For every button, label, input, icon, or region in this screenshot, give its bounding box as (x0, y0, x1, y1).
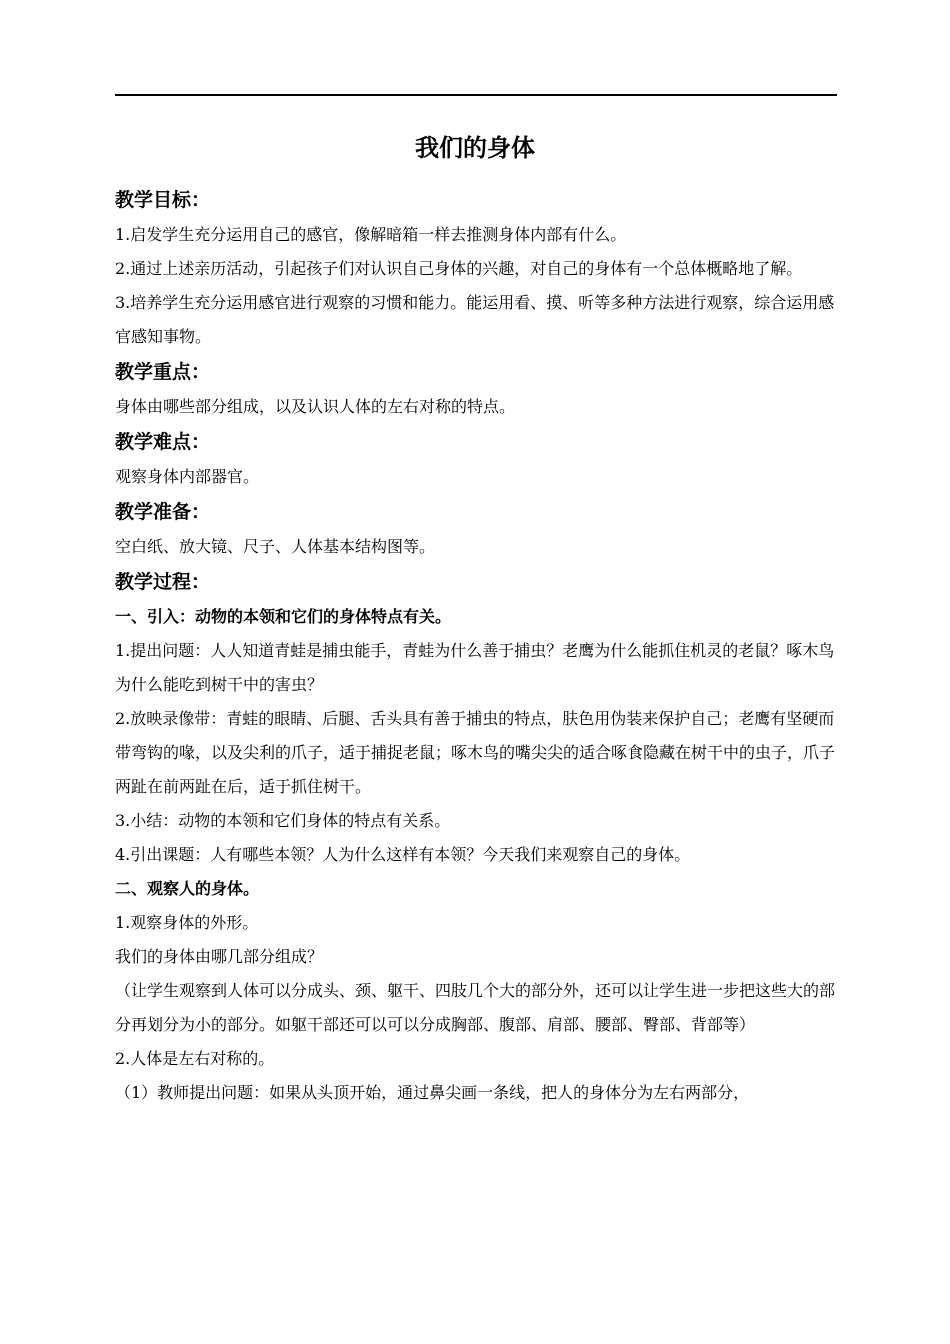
paragraph: 2.人体是左右对称的。 (115, 1049, 275, 1068)
paragraph: 3.培养学生充分运用感官进行观察的习惯和能力。能运用看、摸、听等多种方法进行观察，综合运用感官感知事物。 (115, 293, 835, 346)
section-heading-objectives: 教学目标： (115, 189, 211, 211)
subsection-heading-intro: 一、引入：动物的本领和它们的身体特点有关。 (115, 607, 452, 626)
paragraph: 1.提出问题：人人知道青蛙是捕虫能手，青蛙为什么善于捕虫？老鹰为什么能抓住机灵的老鼠？啄木鸟为什么能吃到树干中的害虫？ (115, 641, 835, 694)
paragraph: 1.观察身体的外形。 (115, 913, 259, 932)
page-title: 我们的身体 (415, 134, 535, 162)
paragraph: 1.启发学生充分运用自己的感官，像解暗箱一样去推测身体内部有什么。 (115, 225, 627, 244)
paragraph: 3.小结：动物的本领和它们身体的特点有关系。 (115, 811, 451, 830)
paragraph: （让学生观察到人体可以分成头、颈、躯干、四肢几个大的部分外，还可以让学生进一步把这些大的部分再划分为小的部分。如躯干部还可以可以分成胸部、腹部、肩部、腰部、臀部、背部等） (115, 981, 836, 1034)
section-heading-preparation: 教学准备： (115, 501, 211, 523)
paragraph: 观察身体内部器官。 (115, 467, 260, 486)
section-heading-key-points: 教学重点： (115, 361, 211, 383)
header-rule (115, 94, 837, 96)
paragraph: 我们的身体由哪几部分组成？ (115, 947, 324, 966)
paragraph: （1）教师提出问题：如果从头顶开始，通过鼻尖画一条线，把人的身体分为左右两部分， (115, 1083, 750, 1102)
section-heading-difficulties: 教学难点： (115, 431, 211, 453)
document-body (115, 182, 840, 1110)
paragraph: 2.通过上述亲历活动，引起孩子们对认识自己身体的兴趣，对自己的身体有一个总体概略地了解。 (115, 259, 803, 278)
section-heading-process: 教学过程： (115, 571, 211, 593)
paragraph: 身体由哪些部分组成，以及认识人体的左右对称的特点。 (115, 397, 516, 416)
paragraph: 4.引出课题：人有哪些本领？人为什么这样有本领？今天我们来观察自己的身体。 (115, 845, 691, 864)
paragraph: 2.放映录像带：青蛙的眼睛、后腿、舌头具有善于捕虫的特点，肤色用伪装来保护自己；老鹰有坚硬而带弯钩的喙，以及尖利的爪子，适于捕捉老鼠；啄木鸟的嘴尖尖的适合啄食隐藏在树干中的虫子，爪子两趾在前两趾在后，适于抓住树干。 (115, 709, 836, 796)
subsection-heading-observe: 二、观察人的身体。 (115, 879, 260, 898)
paragraph: 空白纸、放大镜、尺子、人体基本结构图等。 (115, 537, 436, 556)
